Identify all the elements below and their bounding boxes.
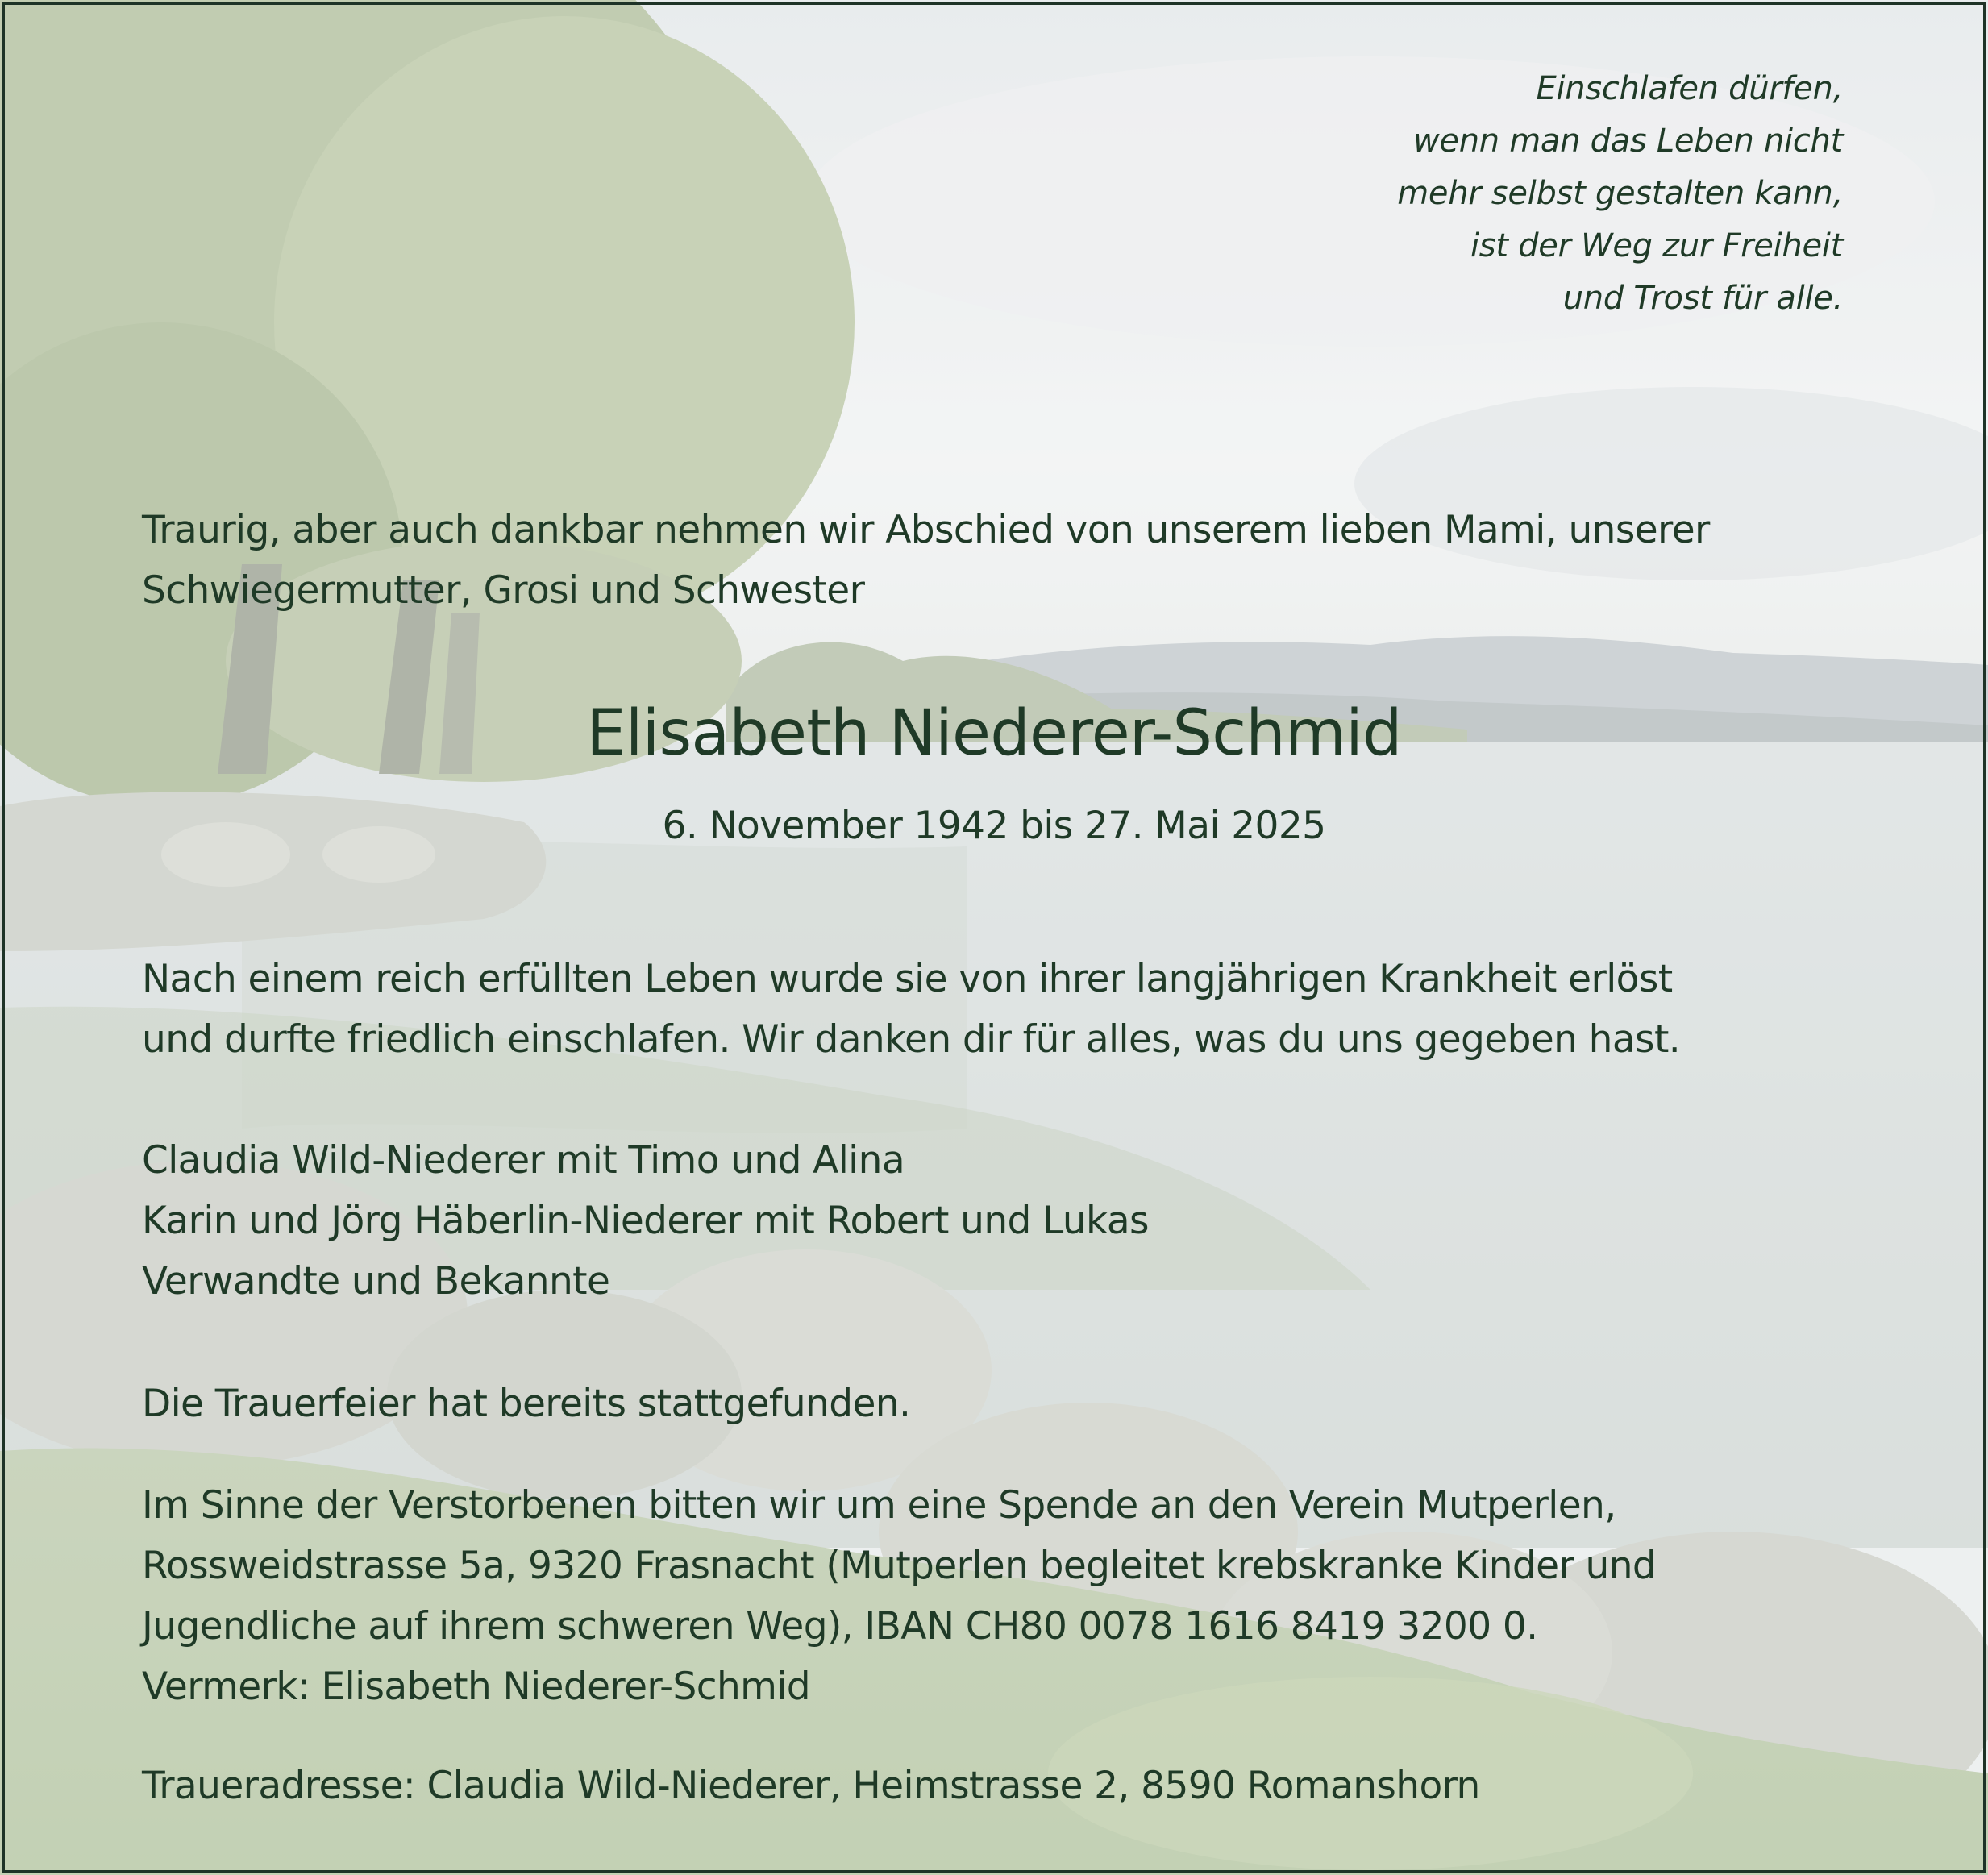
mourner-line: Claudia Wild-Niederer mit Timo und Alina xyxy=(142,1138,905,1183)
donation-line: Jugendliche auf ihrem schweren Weg), IBAN CH80 0078 1616 8419 3200 0. xyxy=(142,1604,1538,1648)
motto-line: mehr selbst gestalten kann, xyxy=(1397,175,1843,212)
ceremony-note xyxy=(142,1374,910,1434)
ceremony-line: Die Trauerfeier hat bereits stattgefunden. xyxy=(142,1382,911,1426)
address-line: Traueradresse: Claudia Wild-Niederer, Heimstrasse 2, 8590 Romanshorn xyxy=(142,1764,1480,1808)
intro-line: Traurig, aber auch dankbar nehmen wir Abschied von unserem lieben Mami, unserer xyxy=(142,508,1710,552)
motto-line: ist der Weg zur Freiheit xyxy=(1470,227,1843,264)
mourning-address xyxy=(142,1756,1480,1816)
donation-line: Vermerk: Elisabeth Niederer-Schmid xyxy=(142,1665,811,1709)
tribute-line: und durfte friedlich einschlafen. Wir danken dir für alles, was du uns gegeben hast. xyxy=(142,1017,1681,1062)
donation-line: Im Sinne der Verstorbenen bitten wir um eine Spende an den Verein Mutperlen, xyxy=(142,1483,1616,1528)
motto-line: Einschlafen dürfen, xyxy=(1536,70,1843,107)
donation-paragraph xyxy=(142,1475,1656,1717)
mourner-line: Verwandte und Bekannte xyxy=(142,1259,610,1303)
intro-line: Schwiegermutter, Grosi und Schwester xyxy=(142,568,865,613)
mourner-line: Karin und Jörg Häberlin-Niederer mit Robert und Lukas xyxy=(142,1199,1149,1243)
motto-line: wenn man das Leben nicht xyxy=(1413,123,1843,160)
motto-verse xyxy=(1117,63,1843,325)
tribute-line: Nach einem reich erfüllten Leben wurde sie von ihrer langjährigen Krankheit erlöst xyxy=(142,957,1673,1001)
donation-line: Rossweidstrasse 5a, 9320 Frasnacht (Mutperlen begleitet krebskranke Kinder und xyxy=(142,1544,1657,1588)
motto-line: und Trost für alle. xyxy=(1562,280,1843,317)
mourners-list xyxy=(142,1130,1149,1312)
life-dates: 6. November 1942 bis 27. Mai 2025 xyxy=(662,804,1326,848)
deceased-name: Elisabeth Niederer-Schmid xyxy=(586,697,1402,770)
intro-paragraph xyxy=(142,500,1710,621)
tribute-paragraph xyxy=(142,949,1680,1070)
